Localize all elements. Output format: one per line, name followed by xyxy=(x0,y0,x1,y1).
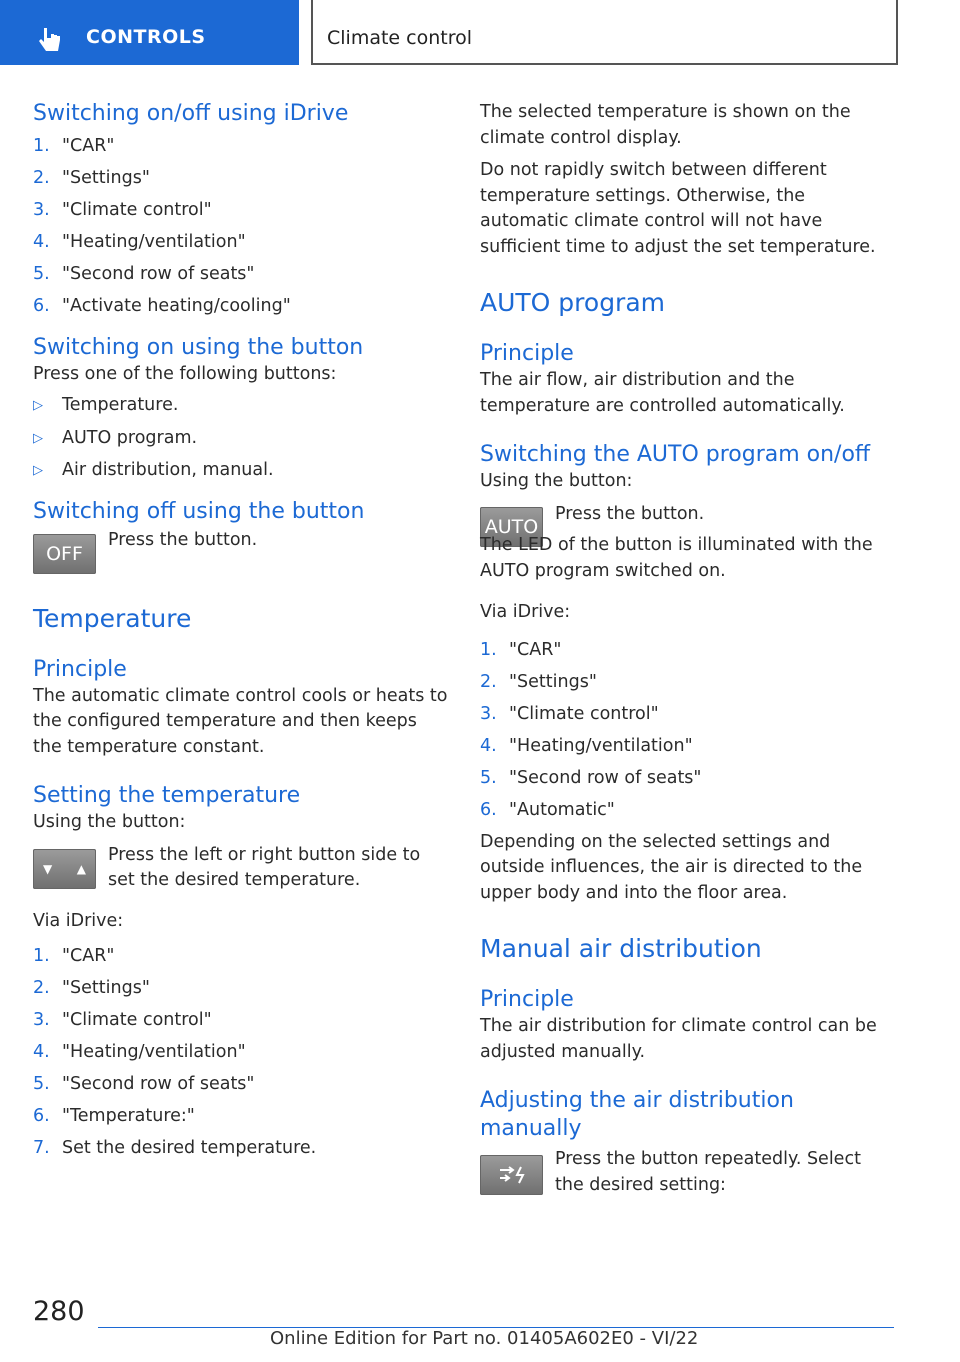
list-item: 4. "Heating/ventilation" xyxy=(480,735,693,756)
auto-button-image: AUTO xyxy=(480,507,543,547)
off-button-row: OFF Press the button. xyxy=(33,534,448,574)
list-item: ▷ Air distribution, manual. xyxy=(33,458,448,484)
steps-set-temp xyxy=(33,944,448,1162)
heading-auto-switch: Switching the AUTO program on/off xyxy=(480,442,871,467)
edition-note: Online Edition for Part no. 01405A602E0 - VI/22 xyxy=(270,1328,699,1349)
triangle-bullet-icon: ▷ xyxy=(33,463,43,478)
auto-button-row: AUTO Press the button. The LED of the button is illuminated with the AUTO program switched on. xyxy=(480,503,873,581)
off-button-image: OFF xyxy=(33,534,96,574)
list-item: 7. Set the desired temperature. xyxy=(33,1138,317,1158)
heading-switch-off-button: Switching off using the button xyxy=(33,498,365,524)
arrow-down-icon: ▼ xyxy=(43,861,53,876)
air-distribution-icon xyxy=(497,1164,527,1186)
list-item: 4. "Heating/ventilation" xyxy=(33,1042,246,1062)
heading-adjust-air: Adjusting the air distribution manually xyxy=(480,1088,794,1141)
hand-pointer-icon xyxy=(38,26,64,54)
list-item: 2. "Settings" xyxy=(480,671,597,692)
heading-setting-temp: Setting the temperature xyxy=(33,783,301,808)
air-distribution-button-image xyxy=(480,1155,543,1195)
triangle-bullet-icon: ▷ xyxy=(33,398,43,413)
list-item: 5. "Second row of seats" xyxy=(33,1074,255,1094)
heading-temperature: Temperature xyxy=(33,603,192,633)
switch-on-intro: Press one of the following buttons: xyxy=(33,363,337,384)
list-item: ▷ Temperature. xyxy=(33,393,448,419)
list-item: 2. "Settings" xyxy=(33,978,150,998)
heading-switch-idrive: Switching on/off using iDrive xyxy=(33,101,349,126)
list-item: 6. "Automatic" xyxy=(480,799,615,820)
temp-button-row: ▼ ▲ Press the left or right button side to set the desired temperature. xyxy=(33,843,448,894)
switch-on-buttons xyxy=(33,393,448,484)
steps-auto xyxy=(480,638,895,824)
list-item: ▷ AUTO program. xyxy=(33,426,448,452)
temp-button-image xyxy=(33,849,96,889)
list-item: 6. "Activate heating/cooling" xyxy=(33,296,291,316)
list-item: 3. "Climate control" xyxy=(33,1010,212,1030)
heading-switch-on-button: Switching on using the button xyxy=(33,334,364,360)
list-item: 1. "CAR" xyxy=(33,946,115,966)
heading-principle: Principle xyxy=(33,656,127,682)
heading-principle: Principle xyxy=(480,987,574,1012)
heading-principle: Principle xyxy=(480,341,574,366)
section-label: CONTROLS xyxy=(86,26,206,48)
list-item: 1. "CAR" xyxy=(33,136,115,156)
list-item: 1. "CAR" xyxy=(480,639,562,660)
arrow-up-icon: ▲ xyxy=(76,861,86,876)
list-item: 6. "Temperature:" xyxy=(33,1106,195,1126)
list-item: 3. "Climate control" xyxy=(33,200,212,220)
air-button-row: Press the button repeatedly. Select the desired setting: xyxy=(480,1151,895,1198)
list-item: 5. "Second row of seats" xyxy=(480,767,702,788)
temperature-principle: The automatic climate control cools or heats to the configured temperature and then keeps the temperature constant. xyxy=(33,685,448,757)
triangle-bullet-icon: ▷ xyxy=(33,430,43,446)
list-item: 2. "Settings" xyxy=(33,168,150,188)
list-item: 5. "Second row of seats" xyxy=(33,264,255,284)
heading-manual-air: Manual air distribution xyxy=(480,934,762,963)
right-column: The selected temperature is shown on the climate control display. Do not rapidly switch between different temperature settings. Otherwise, the automatic climate control will not have sufficient time to adjust the set temperature. AUTO program Principle The air flow, air distribution and the temperature are controlled automatically. Switching the AUTO program on/off Using the button: AUTO Press the button. The LED of the button is illuminated with the AUTO program switched on. Via iDrive: 1. "CAR" 2. "Settings" 3. "Climate control" 4. "Heating/ventilation" 5. "Second row of seats" 6. "Automatic" Depending on the selected settings and outside influences, the air is directed to the upper body and into the floor area. Manual air distribution Principle The air distribution for climate control can be adjusted manually. Adjusting the air distribution manually Press the button repeatedly. Select the desired setting: xyxy=(480,100,895,1198)
list-item: 3. "Climate control" xyxy=(480,703,659,724)
chapter-label: Climate control xyxy=(327,27,473,49)
section-tab xyxy=(0,0,299,65)
page-number: 280 xyxy=(33,1296,85,1327)
heading-auto-program: AUTO program xyxy=(480,288,666,317)
steps-switch-idrive xyxy=(33,134,448,320)
left-column: Switching on/off using iDrive 1. "CAR" 2. "Settings" 3. "Climate control" 4. "Heating/ventilation" 5. "Second row of seats" 6. "Activate heating/cooling" Switching on using the button Press one of the following buttons: ▷ Temperature. ▷ AUTO program. ▷ Air distribution, manual. Switching off using the button OFF Press the button. Temperature Principle The automatic climate control cools or heats to the configured temperature and then keeps the temperature constant. Setting the temperature Using the button: ▼ ▲ Press the left or right button side to set the desired temperature. Via iDrive: 1. "CAR" 2. "Settings" 3. "Climate control" 4. "Heating/ventilation" 5. "Second row of seats" 6. "Temperature:" 7. Set the desired temperature. xyxy=(33,100,448,1168)
list-item: 4. "Heating/ventilation" xyxy=(33,232,246,252)
chapter-box xyxy=(311,0,898,65)
